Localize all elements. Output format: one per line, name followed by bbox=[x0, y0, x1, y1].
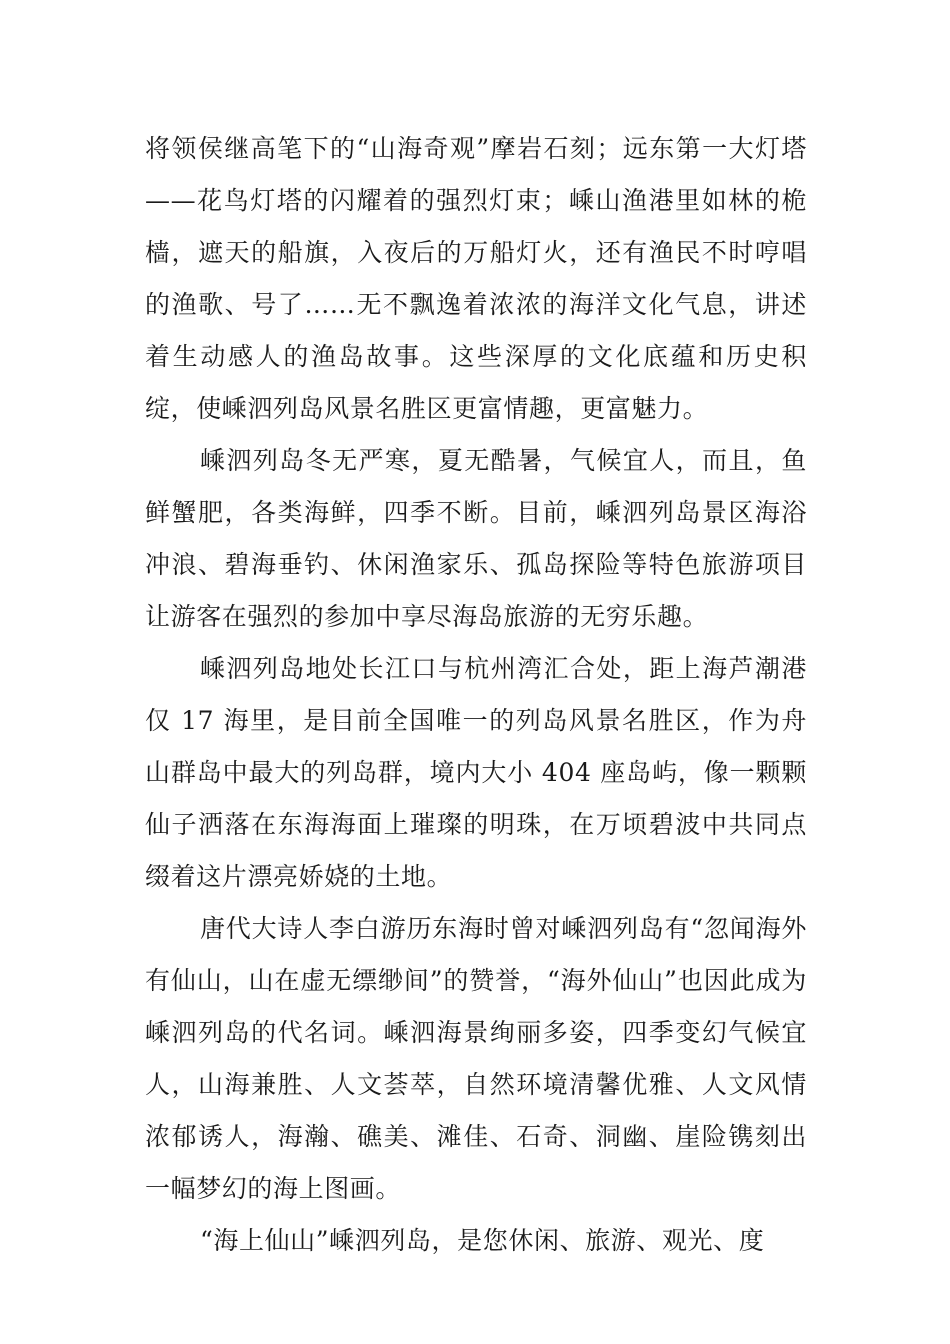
paragraph-2: 嵊泗列岛冬无严寒，夏无酷暑，气候宜人，而且，鱼鲜蟹肥，各类海鲜，四季不断。目前，嵊泗列岛景区海浴冲浪、碧海垂钓、休闲渔家乐、孤岛探险等特色旅游项目让游客在强烈的参加中享尽海岛旅游的无穷乐趣。 bbox=[145, 446, 807, 631]
paragraph-5: “海上仙山”嵊泗列岛，是您休闲、旅游、观光、度 bbox=[200, 1226, 765, 1255]
paragraph-4: 唐代大诗人李白游历东海时曾对嵊泗列岛有“忽闻海外有仙山，山在虚无缥缈间”的赞誉，“海外仙山”也因此成为嵊泗列岛的代名词。嵊泗海景绚丽多姿，四季变幻气候宜人，山海兼胜、人文荟萃，自然环境清馨优雅、人文风情浓郁诱人，海瀚、礁美、滩佳、石奇、洞幽、崖险镌刻出一幅梦幻的海上图画。 bbox=[145, 914, 807, 1203]
paragraph-3: 嵊泗列岛地处长江口与杭州湾汇合处，距上海芦潮港仅 17 海里，是目前全国唯一的列岛风景名胜区，作为舟山群岛中最大的列岛群，境内大小 404 座岛屿，像一颗颗仙子洒落在东海海面上璀璨的明珠，在万顷碧波中共同点缀着这片漂亮娇娆的土地。 bbox=[145, 654, 807, 891]
document-body bbox=[145, 123, 807, 1267]
paragraph-1: 将领侯继高笔下的“山海奇观”摩岩石刻；远东第一大灯塔——花鸟灯塔的闪耀着的强烈灯束；嵊山渔港里如林的桅樯，遮天的船旗，入夜后的万船灯火，还有渔民不时哼唱的渔歌、号了……无不飘逸着浓浓的海洋文化气息，讲述着生动感人的渔岛故事。这些深厚的文化底蕴和历史积绽，使嵊泗列岛风景名胜区更富情趣，更富魅力。 bbox=[145, 134, 807, 423]
